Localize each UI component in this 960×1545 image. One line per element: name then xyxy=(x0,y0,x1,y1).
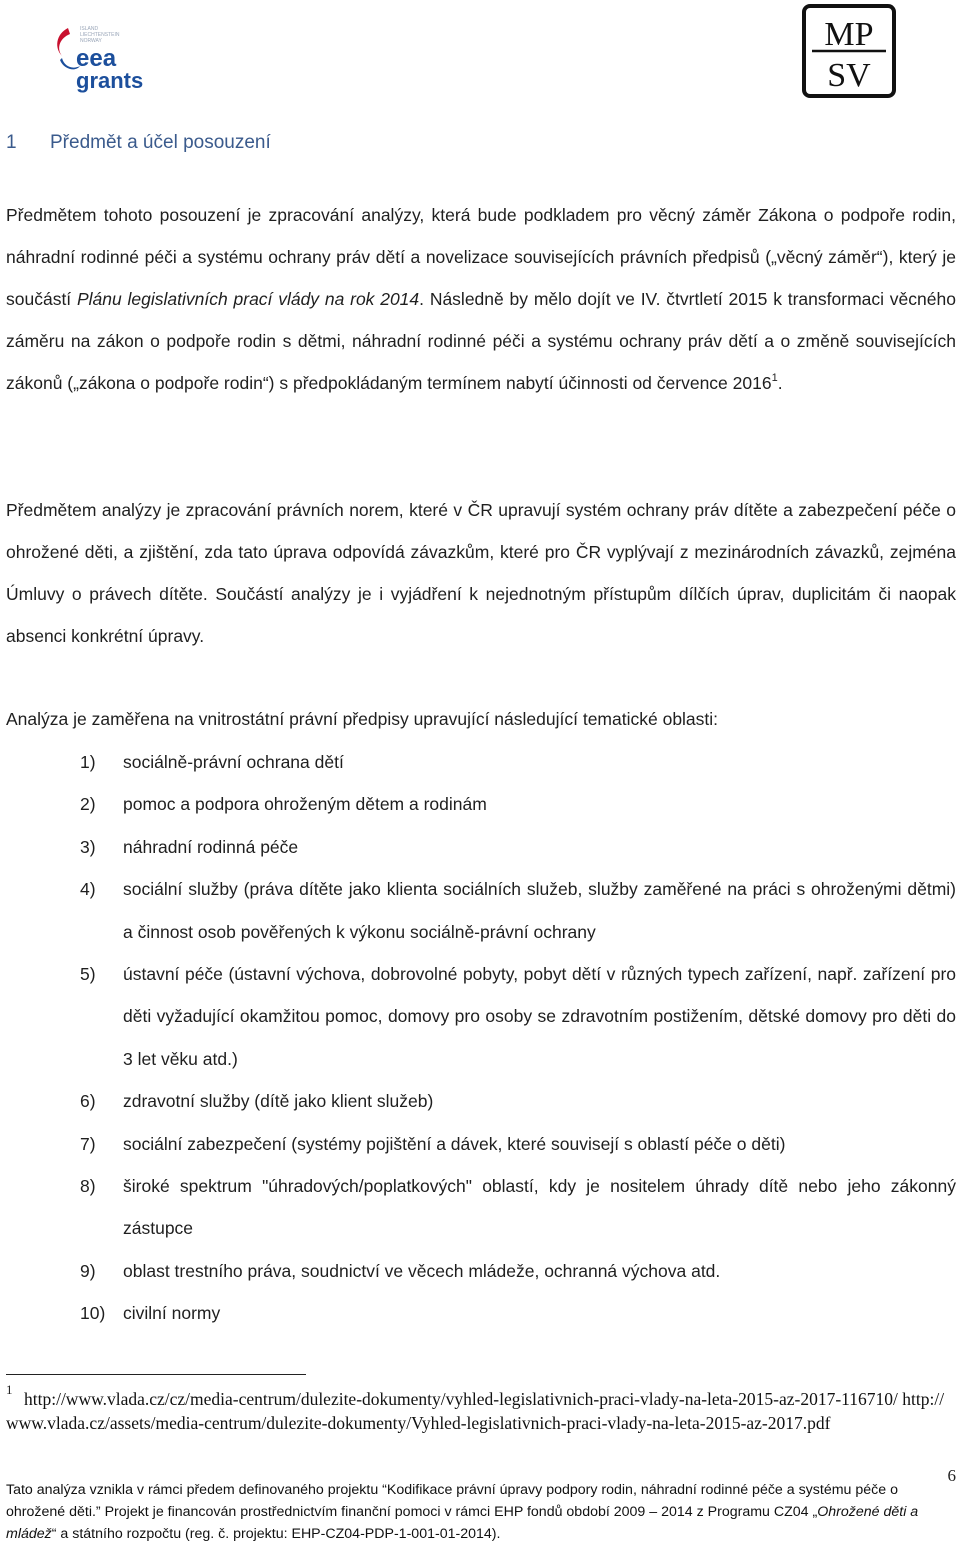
paragraph-focus: Analýza je zaměřena na vnitrostátní právní předpisy upravující následující tematické oblasti: xyxy=(6,709,719,729)
list-item-number: 7) xyxy=(80,1133,96,1154)
p1-text-d: . xyxy=(777,373,783,393)
section-heading xyxy=(6,132,271,154)
p1-text-c: . Následně by mělo dojít ve IV. čtvrtletí 2015 k transformaci věcného záměru na zákon o podpoře rodin s dětmi, náhradní rodinné péči a systému ochrany práv dětí a o změně souvisejících zákonů („zákona o podpoře rodin“) s předpokládaným termínem nabytí účinnosti od července 2016 xyxy=(6,289,956,393)
eea-small-3: NORWAY xyxy=(80,38,102,44)
footnote-ref: 1 xyxy=(771,372,778,384)
paragraph-subject: Předmětem analýzy je zpracování právních norem, které v ČR upravují systém ochrany práv dítěte a zabezpečení péče o ohrožené děti, a zjištění, zda tato úprava odpovídá závazkům, které pro ČR vyplývají z mezinárodních závazků, zejména Úmluvy o právech dítěte. Součástí analýzy je i vyjádření k nejednotným přístupům dílčích úprav, duplicitám či naopak absenci konkrétní úpravy. xyxy=(6,500,956,646)
eea-small-2: LIECHTENSTEIN xyxy=(80,32,120,38)
list-item xyxy=(0,1123,956,1165)
mpsv-top-text: MP xyxy=(824,16,874,53)
eea-small-1: ISLAND xyxy=(80,26,99,32)
mpsv-bottom-text: SV xyxy=(827,57,871,94)
list-item-number: 2) xyxy=(80,794,96,815)
footnote-links: http://www.vlada.cz/cz/media-centrum/dulezite-dokumenty/vyhled-legislativnich-praci-vlady-na-leta-2015-az-2017-116710/ http://www.vlada.cz/assets/media-centrum/dulezite-dokumenty/Vyhled-legislativnich-praci-vlady-na-leta-2015-az-2017.pdf xyxy=(6,1389,945,1433)
eea-grants-logo xyxy=(50,22,170,94)
mpsv-logo xyxy=(802,4,896,98)
thematic-areas-list xyxy=(0,741,956,1335)
list-item xyxy=(0,1292,956,1334)
list-item-number: 1) xyxy=(80,752,96,772)
list-item-text: široké spektrum "úhradových/poplatkových" oblastí, kdy je nositelem úhrady dítě nebo jeho zákonný zástupce xyxy=(123,1176,956,1239)
footer-program-name: Ohrožené děti a mládež xyxy=(6,1504,919,1542)
list-item xyxy=(0,1165,956,1250)
list-item xyxy=(0,783,956,825)
list-item-text: oblast trestního práva, soudnictví ve věcech mládeže, ochranná výchova atd. xyxy=(123,1260,721,1281)
footer-text-a: Tato analýza vznikla v rámci předem definovaného projektu “Kodifikace právní úpravy podpory rodin, náhradní rodinné péče a systému péče o ohrožené děti.” Projekt je financován prostřednictvím finanční pomoci v rámci EHP fondů období 2009 – 2014 z Programu CZ04 „ xyxy=(6,1482,898,1520)
list-item-number: 5) xyxy=(80,964,96,985)
footnote-separator xyxy=(6,1374,306,1375)
list-item-number: 4) xyxy=(80,879,96,900)
list-item-text: civilní normy xyxy=(123,1303,221,1324)
list-item-text: pomoc a podpora ohroženým dětem a rodinám xyxy=(123,794,487,815)
list-item xyxy=(0,1250,956,1292)
paragraph-purpose xyxy=(6,194,956,404)
list-item-text: sociální zabezpečení (systémy pojištění a dávek, které souvisejí s oblastí péče o děti) xyxy=(123,1133,786,1154)
p1-text-a: Předmětem tohoto posouzení je zpracování analýzy, která bude podkladem pro věcný záměr Zákona o podpoře rodin, náhradní rodinné péči a systému ochrany práv dětí a novelizace souvisejících právních předpisů („věcný záměr“), který je součástí xyxy=(6,205,956,309)
page-number: 6 xyxy=(947,1466,956,1485)
grants-word: grants xyxy=(76,68,144,93)
list-item-text: zdravotní služby (dítě jako klient služeb) xyxy=(123,1091,434,1112)
eea-word: eea xyxy=(76,45,117,72)
list-item-number: 9) xyxy=(80,1260,96,1281)
list-item xyxy=(0,826,956,868)
list-item-text: ústavní péče (ústavní výchova, dobrovolné pobyty, pobyt dětí v různých typech zařízení, např. zařízení pro děti vyžadující okamžitou pomoc, domovy pro osoby se zdravotním postižením, dětské domovy pro děti do 3 let věku atd.) xyxy=(123,964,956,1069)
list-item-number: 3) xyxy=(80,836,96,857)
list-item-number: 8) xyxy=(80,1176,96,1197)
list-item xyxy=(0,868,956,953)
list-item xyxy=(0,953,956,1080)
list-item-text: náhradní rodinná péče xyxy=(123,836,299,857)
list-item xyxy=(0,1080,956,1122)
list-item-number: 6) xyxy=(80,1091,96,1112)
footer-text-c: “ a státního rozpočtu (reg. č. projektu: EHP-CZ04-PDP-1-001-01-2014). xyxy=(51,1526,501,1542)
list-item xyxy=(0,741,956,783)
section-number: 1 xyxy=(6,132,17,153)
list-item-text: sociálně-právní ochrana dětí xyxy=(123,752,344,772)
footnote-number: 1 xyxy=(6,1382,13,1397)
page-footer xyxy=(6,1479,956,1545)
p1-plan-title: Plánu legislativních prací vlády na rok 2014 xyxy=(76,289,420,309)
section-title: Předmět a účel posouzení xyxy=(50,132,271,153)
list-item-number: 10) xyxy=(80,1303,106,1324)
list-item-text: sociální služby (práva dítěte jako klienta sociálních služeb, služby zaměřené na práci s ohroženými dětmi) a činnost osob pověřených k výkonu sociálně-právní ochrany xyxy=(123,879,956,942)
eea-swoosh-red xyxy=(57,28,70,56)
